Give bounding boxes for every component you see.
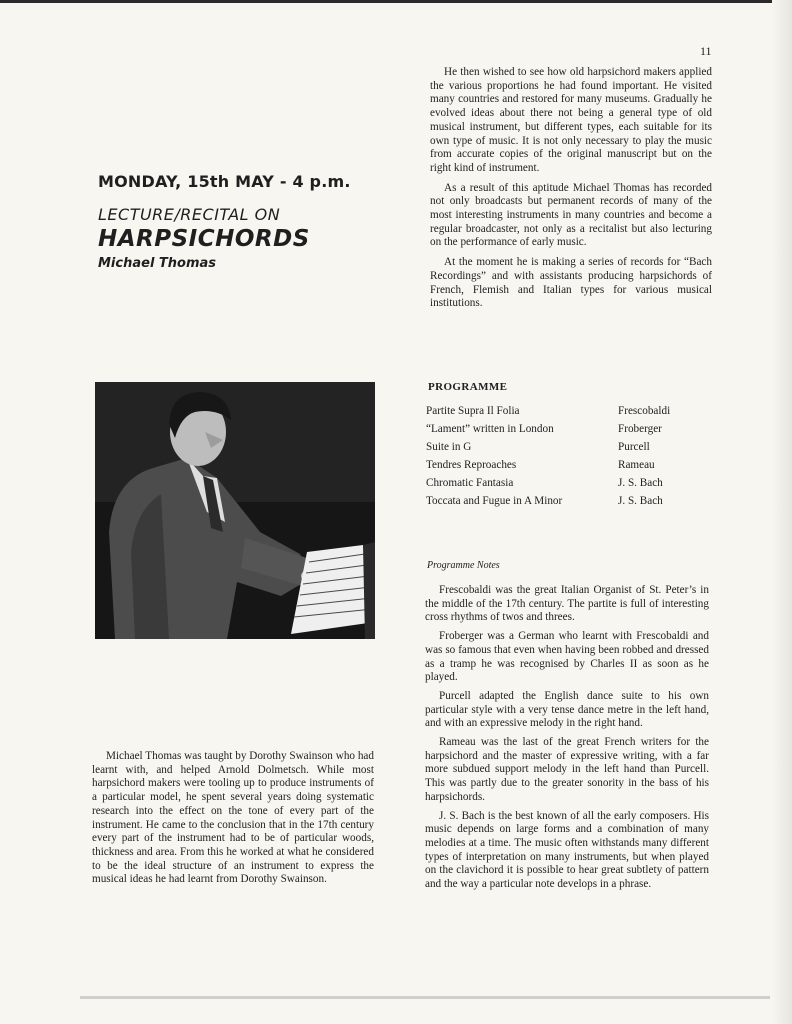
programme-row (426, 423, 708, 441)
note-paragraph: J. S. Bach is the best known of all the early composers. His music depends on large forms and a combination of many melodies at a time. The music often withstands many different types of interpretation on many instruments, but when played on the clavichord it is possible to hear great subtlety of pattern and the way a particular note develops in a phrase. (425, 809, 709, 891)
note-paragraph: Rameau was the last of the great French writers for the harpsichord and the master of expressive writing, with a far more subdued support melody in the left hand than Purcell. This was partly due to the greater sonority in the bass of his harpsichords. (425, 736, 709, 803)
note-paragraph: Frescobaldi was the great Italian Organist of St. Peter’s in the middle of the 17th century. The partite is full of interesting cross rhythms of twos and threes. (425, 584, 709, 624)
harpsichordist-photo (95, 382, 375, 639)
programme-piece: Suite in G (426, 441, 472, 453)
event-date-time: MONDAY, 15th MAY - 4 p.m. (98, 172, 351, 191)
programme-piece: Partite Supra Il Folia (426, 405, 520, 417)
intro-paragraph: He then wished to see how old harpsichord makers applied the various proportions he had found important. He visited many countries and restored for many museums. Gradually he evolved ideas about there not being a general type of old musical instrument, but different types, each suitable for its own type of music. It is not only necessary to play the music from accurate copies of the original manuscript but on the right kind of instrument. (430, 66, 712, 174)
programme-composer: Froberger (618, 423, 662, 435)
programme-table (426, 405, 708, 513)
programme-piece: Toccata and Fugue in A Minor (426, 495, 563, 507)
programme-piece: Tendres Reproaches (426, 459, 517, 471)
page-number: 11 (700, 44, 712, 58)
lecture-recital-line: LECTURE/RECITAL ON (98, 205, 281, 224)
performer-name: Michael Thomas (98, 256, 217, 271)
programme-heading: PROGRAMME (428, 381, 508, 393)
page-top-edge (0, 0, 792, 3)
programme-composer: Purcell (618, 441, 650, 453)
note-paragraph: Froberger was a German who learnt with Frescobaldi and was so famous that even when having been robbed and dressed as a tramp he was recognised by Charles II as soon as he played. (425, 630, 709, 684)
programme-composer: J. S. Bach (618, 495, 663, 507)
programme-composer: Rameau (618, 459, 655, 471)
programme-composer: J. S. Bach (618, 477, 663, 489)
programme-piece: Chromatic Fantasia (426, 477, 514, 489)
biography-text (92, 750, 374, 887)
intro-paragraph: As a result of this aptitude Michael Thomas has recorded not only broadcasts but permanent records of many of the most interesting instruments in many countries and become a regular broadcaster, not only as a recitalist but also lecturing on the performance of early music. (430, 181, 712, 249)
programme-piece: “Lament” written in London (426, 423, 554, 435)
programme-notes-heading: Programme Notes (427, 560, 500, 571)
programme-row (426, 459, 708, 477)
programme-row (426, 477, 708, 495)
harpsichordist-photo-illustration (95, 382, 375, 639)
programme-row (426, 495, 708, 513)
page-right-shadow (772, 0, 792, 1024)
event-heading (98, 172, 398, 271)
intro-paragraph: At the moment he is making a series of records for “Bach Recordings” and with assistants producing harpsichords of French, Flemish and Italian types for various musical institutions. (430, 256, 712, 310)
event-subject: HARPSICHORDS (98, 226, 310, 252)
note-paragraph: Purcell adapted the English dance suite to his own particular style with a very tense dance metre in the left hand, and with an expressive melody in the right hand. (425, 689, 709, 730)
introduction-text (430, 66, 712, 317)
programme-notes (425, 584, 709, 897)
page-bottom-rule (80, 996, 770, 999)
programme-row (426, 405, 708, 423)
programme-composer: Frescobaldi (618, 405, 671, 417)
biography-paragraph: Michael Thomas was taught by Dorothy Swainson who had learnt with, and helped Arnold Dolmetsch. While most harpsichord makers were tooling up to produce instruments of a particular model, he spent several years doing systematic research into the effect on the tone of every part of the instrument. He came to the conclusion that in the 17th century every part of the instrument had to be of particular woods, thickness and area. From this he worked at what he considered to be the ideal structure of an instrument to express the musical ideas he had learnt from Dorothy Swainson. (92, 750, 374, 886)
programme-row (426, 441, 708, 459)
